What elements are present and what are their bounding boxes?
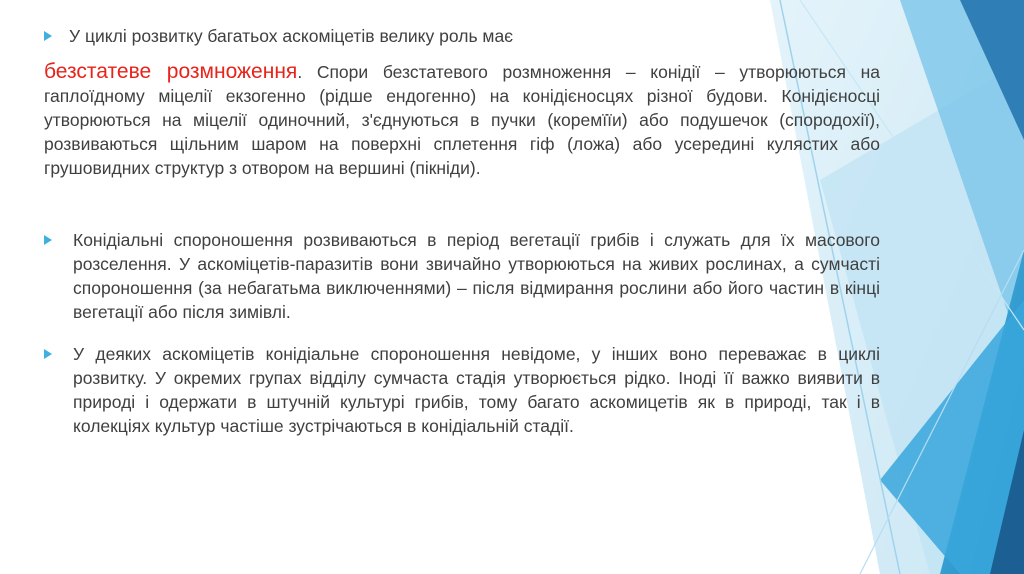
- intro-bullet: [44, 24, 513, 48]
- bullet-text: Конідіальні спороношення розвиваються в період вегетації грибів і служать для їх масового розселення. У аскоміцетів-паразитів вони звичайно утворюються на живих рослинах, а сумчасті спороношення (за небагатьма виключеннями) – після відмирання рослини або його частин в кінці вегетації або після зимівлі.: [73, 230, 880, 322]
- bullet-arrow-icon: [44, 31, 52, 41]
- bullet-arrow-icon: [44, 349, 52, 359]
- bullet-conidial-sporulation: [73, 228, 880, 324]
- paragraph-asexual-reproduction: [44, 60, 880, 180]
- bullet-arrow-icon: [44, 235, 52, 245]
- bullet-text: У деяких аскоміцетів конідіальне спороношення невідоме, у інших воно переважає в циклі розвитку. У окремих групах відділу сумчаста стадія утворюється рідко. Іноді її важко виявити в природі і одержати в штучній культурі грибів, тому багато аскомицетів як в природі, так і в колекціях культур частіше зустрічаються в конідіальній стадії.: [73, 344, 880, 436]
- intro-text: У циклі розвитку багатьох аскоміцетів велику роль має: [69, 26, 514, 46]
- highlighted-term: безстатеве розмноження: [44, 60, 298, 83]
- paragraph-body: . Спори безстатевого розмноження – конідії – утворюються на гаплоїдному міцелії екзогенно (рідше ендогенно) на конідієносцях різної будови. Конідієносці утворюються на міцелії одиночний, з'єднуються в пучки (коремїїи) або подушечок (спородохії), розвиваються щільним шаром на поверхні сплетення гіф (ложа) або усередині кулястих або грушовидних структур з отвором на вершині (пікніди).: [44, 62, 880, 178]
- bullet-unknown-conidial: [73, 342, 880, 438]
